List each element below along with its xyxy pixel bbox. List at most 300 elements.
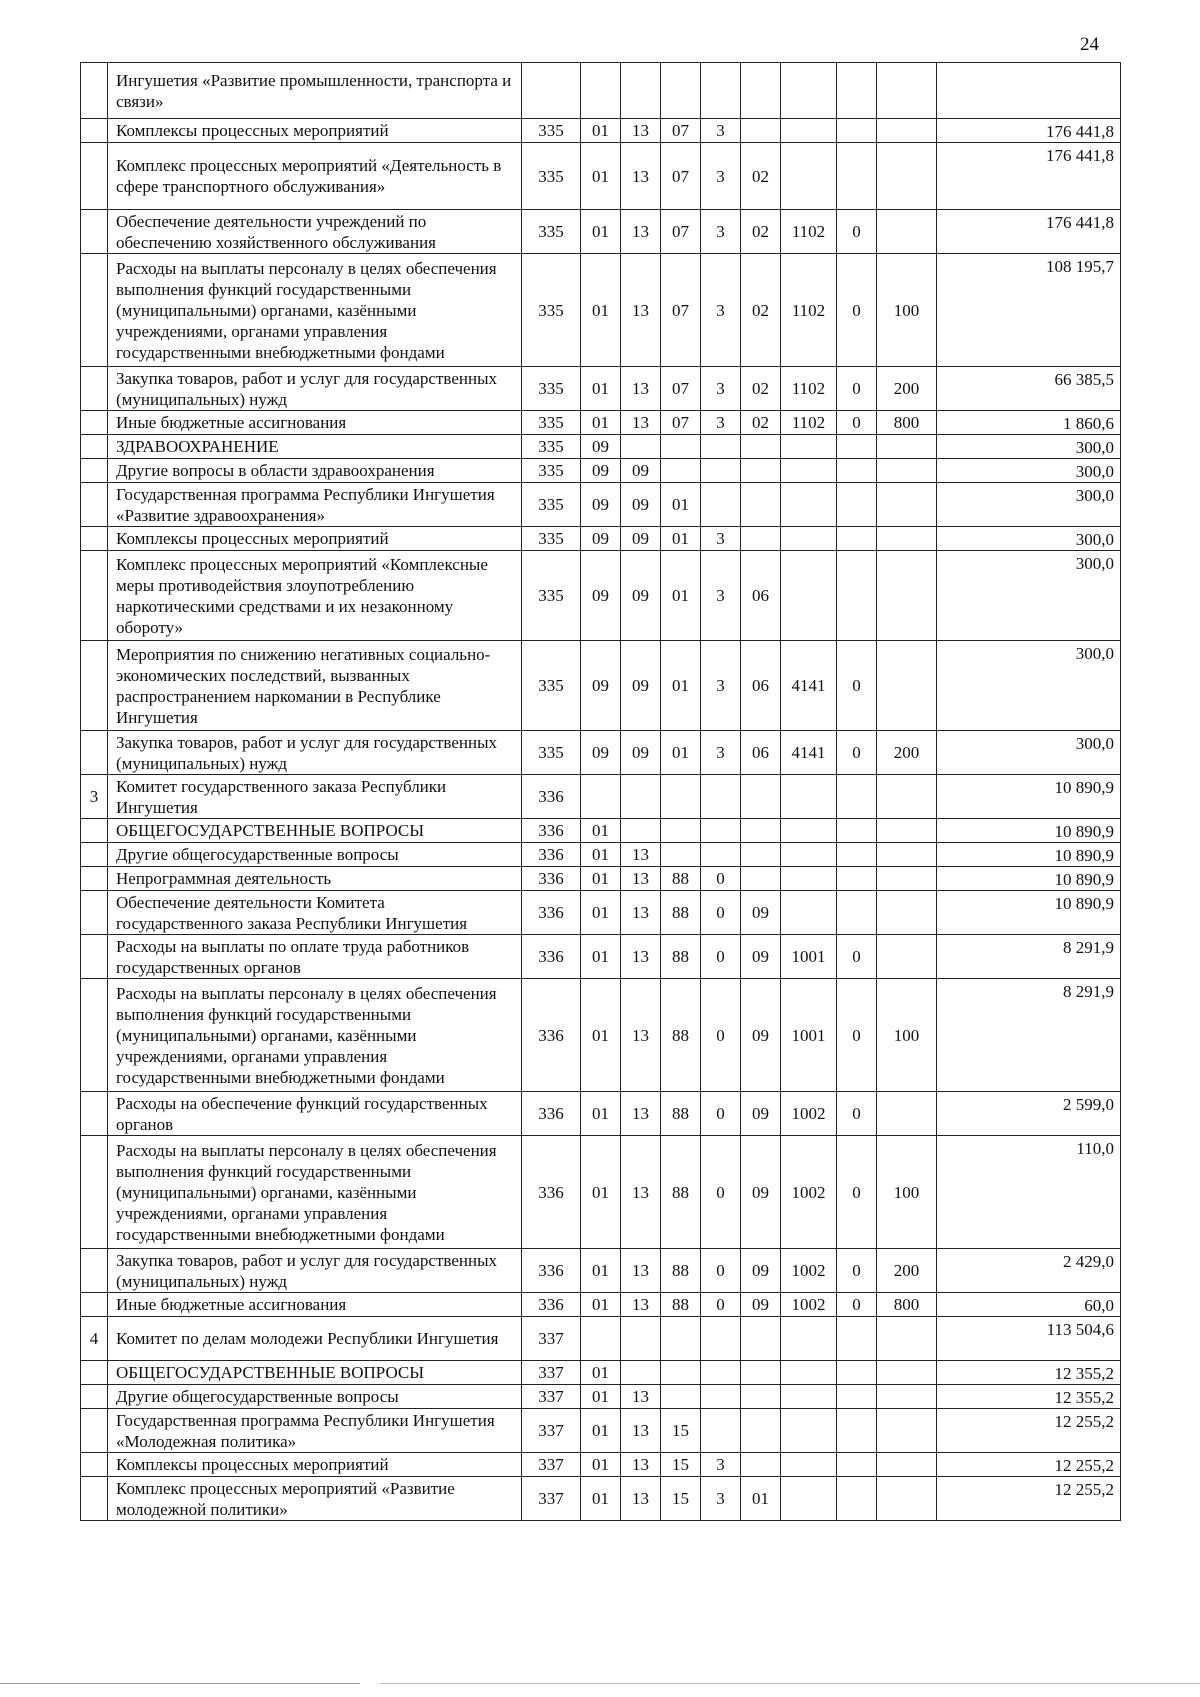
row-number	[81, 1293, 108, 1317]
table-row	[81, 1136, 1121, 1249]
table-row	[81, 1293, 1121, 1317]
row-number	[81, 641, 108, 731]
row-name: Комплекс процессных мероприятий «Комплексные меры противодействия злоупотреблению наркотическими средствами и их незаконному обороту»	[108, 551, 522, 641]
code-cell: 13	[621, 254, 661, 367]
code-cell: 0	[837, 254, 877, 367]
row-amount: 2 429,0	[937, 1249, 1121, 1293]
code-cell	[877, 119, 937, 143]
code-cell	[781, 819, 837, 843]
code-cell	[877, 1409, 937, 1453]
scan-artifact-line	[0, 1683, 360, 1684]
code-cell	[661, 435, 701, 459]
row-amount: 2 599,0	[937, 1092, 1121, 1136]
code-cell	[837, 459, 877, 483]
code-cell: 200	[877, 731, 937, 775]
code-cell	[837, 819, 877, 843]
code-cell	[877, 867, 937, 891]
row-amount: 66 385,5	[937, 367, 1121, 411]
row-number	[81, 119, 108, 143]
code-cell: 335	[522, 411, 581, 435]
scan-artifact-line	[380, 1683, 1200, 1684]
code-cell	[877, 483, 937, 527]
code-cell: 337	[522, 1453, 581, 1477]
table-row	[81, 843, 1121, 867]
code-cell: 01	[581, 1092, 621, 1136]
code-cell	[701, 459, 741, 483]
code-cell	[877, 843, 937, 867]
code-cell	[741, 819, 781, 843]
code-cell	[661, 775, 701, 819]
code-cell	[661, 63, 701, 119]
code-cell: 0	[837, 411, 877, 435]
row-name: Комплекс процессных мероприятий «Деятельность в сфере транспортного обслуживания»	[108, 143, 522, 210]
code-cell	[877, 1361, 937, 1385]
code-cell: 88	[661, 1092, 701, 1136]
code-cell: 13	[621, 411, 661, 435]
table-row	[81, 1409, 1121, 1453]
row-name: Комплексы процессных мероприятий	[108, 119, 522, 143]
code-cell: 13	[621, 935, 661, 979]
code-cell	[741, 1385, 781, 1409]
code-cell	[741, 1453, 781, 1477]
code-cell	[741, 775, 781, 819]
code-cell	[877, 775, 937, 819]
code-cell: 13	[621, 119, 661, 143]
code-cell	[781, 551, 837, 641]
row-name: Обеспечение деятельности Комитета государственного заказа Республики Ингушетия	[108, 891, 522, 935]
code-cell: 07	[661, 210, 701, 254]
code-cell: 336	[522, 1136, 581, 1249]
row-amount: 10 890,9	[937, 867, 1121, 891]
row-name: Расходы на выплаты персоналу в целях обеспечения выполнения функций государственными (муниципальными) органами, казёнными учреждениями, органами управления государственными внебюджетными фондами	[108, 1136, 522, 1249]
code-cell	[781, 1409, 837, 1453]
code-cell: 13	[621, 843, 661, 867]
code-cell: 1102	[781, 210, 837, 254]
code-cell	[837, 1477, 877, 1521]
row-name: Обеспечение деятельности учреждений по обеспечению хозяйственного обслуживания	[108, 210, 522, 254]
code-cell: 1002	[781, 1249, 837, 1293]
table-row	[81, 254, 1121, 367]
code-cell	[741, 459, 781, 483]
code-cell	[621, 819, 661, 843]
row-name: Ингушетия «Развитие промышленности, транспорта и связи»	[108, 63, 522, 119]
code-cell: 0	[701, 1293, 741, 1317]
row-number	[81, 731, 108, 775]
table-row	[81, 979, 1121, 1092]
code-cell: 337	[522, 1477, 581, 1521]
row-amount: 12 255,2	[937, 1453, 1121, 1477]
table-row	[81, 527, 1121, 551]
code-cell: 09	[741, 1293, 781, 1317]
row-number	[81, 843, 108, 867]
code-cell: 01	[581, 411, 621, 435]
row-name: Комитет по делам молодежи Республики Ингушетия	[108, 1317, 522, 1361]
code-cell: 01	[581, 979, 621, 1092]
row-amount: 300,0	[937, 435, 1121, 459]
row-name: Комплексы процессных мероприятий	[108, 527, 522, 551]
code-cell: 335	[522, 435, 581, 459]
code-cell: 3	[701, 119, 741, 143]
code-cell	[701, 1361, 741, 1385]
code-cell: 09	[741, 1249, 781, 1293]
row-amount: 176 441,8	[937, 210, 1121, 254]
row-name: Государственная программа Республики Ингушетия «Молодежная политика»	[108, 1409, 522, 1453]
code-cell: 09	[741, 891, 781, 935]
code-cell	[837, 1361, 877, 1385]
code-cell	[781, 63, 837, 119]
code-cell	[877, 935, 937, 979]
code-cell	[877, 1453, 937, 1477]
code-cell	[877, 527, 937, 551]
code-cell: 01	[581, 254, 621, 367]
table-row	[81, 641, 1121, 731]
code-cell	[877, 459, 937, 483]
code-cell: 336	[522, 979, 581, 1092]
code-cell	[877, 435, 937, 459]
code-cell: 01	[661, 527, 701, 551]
row-name: Иные бюджетные ассигнования	[108, 1293, 522, 1317]
row-name: Расходы на выплаты персоналу в целях обеспечения выполнения функций государственными (муниципальными) органами, казёнными учреждениями, органами управления государственными внебюджетными фондами	[108, 254, 522, 367]
code-cell: 3	[701, 1477, 741, 1521]
code-cell: 337	[522, 1361, 581, 1385]
code-cell	[837, 527, 877, 551]
code-cell	[877, 1477, 937, 1521]
row-number	[81, 411, 108, 435]
table-row	[81, 1317, 1121, 1361]
code-cell: 01	[581, 1385, 621, 1409]
row-number	[81, 483, 108, 527]
table-row	[81, 775, 1121, 819]
code-cell: 3	[701, 143, 741, 210]
code-cell: 09	[741, 935, 781, 979]
row-amount: 300,0	[937, 731, 1121, 775]
code-cell: 15	[661, 1477, 701, 1521]
code-cell: 01	[581, 1136, 621, 1249]
code-cell: 09	[581, 551, 621, 641]
code-cell	[781, 527, 837, 551]
table-row	[81, 367, 1121, 411]
table-row	[81, 119, 1121, 143]
code-cell: 09	[581, 435, 621, 459]
code-cell: 01	[581, 935, 621, 979]
code-cell: 01	[581, 867, 621, 891]
code-cell: 06	[741, 731, 781, 775]
code-cell	[781, 891, 837, 935]
code-cell: 09	[621, 527, 661, 551]
code-cell	[741, 435, 781, 459]
code-cell: 0	[837, 1293, 877, 1317]
row-name: Государственная программа Республики Ингушетия «Развитие здравоохранения»	[108, 483, 522, 527]
row-number	[81, 63, 108, 119]
code-cell: 800	[877, 1293, 937, 1317]
code-cell	[877, 63, 937, 119]
code-cell: 1002	[781, 1293, 837, 1317]
row-number	[81, 1477, 108, 1521]
code-cell: 88	[661, 979, 701, 1092]
row-amount: 10 890,9	[937, 775, 1121, 819]
code-cell: 0	[837, 979, 877, 1092]
code-cell: 06	[741, 641, 781, 731]
row-amount: 60,0	[937, 1293, 1121, 1317]
code-cell: 3	[701, 411, 741, 435]
code-cell: 09	[581, 483, 621, 527]
row-name: ЗДРАВООХРАНЕНИЕ	[108, 435, 522, 459]
table-row	[81, 435, 1121, 459]
row-amount: 8 291,9	[937, 935, 1121, 979]
code-cell	[781, 435, 837, 459]
code-cell: 02	[741, 254, 781, 367]
table-row	[81, 1477, 1121, 1521]
code-cell: 1102	[781, 367, 837, 411]
page-number: 24	[1080, 34, 1099, 55]
row-name: Расходы на выплаты по оплате труда работников государственных органов	[108, 935, 522, 979]
code-cell: 09	[741, 1136, 781, 1249]
code-cell	[781, 459, 837, 483]
code-cell: 336	[522, 867, 581, 891]
code-cell: 0	[837, 1249, 877, 1293]
code-cell: 336	[522, 1249, 581, 1293]
row-number	[81, 254, 108, 367]
code-cell: 3	[701, 1453, 741, 1477]
code-cell	[741, 1317, 781, 1361]
row-amount: 300,0	[937, 459, 1121, 483]
code-cell: 88	[661, 1293, 701, 1317]
code-cell: 13	[621, 979, 661, 1092]
code-cell: 13	[621, 1385, 661, 1409]
code-cell: 1102	[781, 411, 837, 435]
code-cell: 01	[581, 1361, 621, 1385]
row-number	[81, 819, 108, 843]
code-cell: 337	[522, 1317, 581, 1361]
table-row	[81, 935, 1121, 979]
code-cell	[837, 1317, 877, 1361]
code-cell: 88	[661, 1249, 701, 1293]
row-name: ОБЩЕГОСУДАРСТВЕННЫЕ ВОПРОСЫ	[108, 1361, 522, 1385]
row-name: Иные бюджетные ассигнования	[108, 411, 522, 435]
code-cell	[661, 1361, 701, 1385]
code-cell	[877, 143, 937, 210]
code-cell: 02	[741, 143, 781, 210]
code-cell: 88	[661, 891, 701, 935]
code-cell: 335	[522, 641, 581, 731]
row-number	[81, 1092, 108, 1136]
code-cell	[741, 843, 781, 867]
row-amount: 10 890,9	[937, 891, 1121, 935]
table-row	[81, 143, 1121, 210]
code-cell	[781, 119, 837, 143]
code-cell: 09	[741, 1092, 781, 1136]
code-cell	[701, 63, 741, 119]
code-cell: 336	[522, 819, 581, 843]
code-cell: 335	[522, 731, 581, 775]
code-cell	[701, 775, 741, 819]
code-cell: 13	[621, 1092, 661, 1136]
code-cell	[877, 551, 937, 641]
code-cell	[877, 1092, 937, 1136]
code-cell: 13	[621, 1477, 661, 1521]
code-cell	[661, 843, 701, 867]
table-row	[81, 210, 1121, 254]
code-cell: 01	[581, 819, 621, 843]
row-number	[81, 935, 108, 979]
code-cell	[837, 483, 877, 527]
code-cell: 09	[621, 551, 661, 641]
code-cell: 0	[701, 1136, 741, 1249]
code-cell: 15	[661, 1409, 701, 1453]
code-cell: 3	[701, 254, 741, 367]
row-name: Непрограммная деятельность	[108, 867, 522, 891]
code-cell	[581, 63, 621, 119]
row-name: Закупка товаров, работ и услуг для государственных (муниципальных) нужд	[108, 1249, 522, 1293]
code-cell: 335	[522, 254, 581, 367]
row-amount: 176 441,8	[937, 119, 1121, 143]
code-cell: 4141	[781, 731, 837, 775]
code-cell: 09	[581, 527, 621, 551]
code-cell: 0	[837, 935, 877, 979]
row-amount: 12 255,2	[937, 1477, 1121, 1521]
code-cell: 1002	[781, 1092, 837, 1136]
code-cell	[781, 483, 837, 527]
table-row	[81, 891, 1121, 935]
row-amount: 10 890,9	[937, 819, 1121, 843]
code-cell: 09	[741, 979, 781, 1092]
code-cell: 0	[837, 210, 877, 254]
table-row	[81, 1249, 1121, 1293]
row-name: Комплекс процессных мероприятий «Развитие молодежной политики»	[108, 1477, 522, 1521]
code-cell: 335	[522, 143, 581, 210]
code-cell: 13	[621, 867, 661, 891]
code-cell	[701, 435, 741, 459]
code-cell	[701, 483, 741, 527]
code-cell	[837, 435, 877, 459]
table-row	[81, 551, 1121, 641]
code-cell	[741, 63, 781, 119]
code-cell: 01	[581, 1249, 621, 1293]
table-row	[81, 867, 1121, 891]
row-number	[81, 459, 108, 483]
row-number: 4	[81, 1317, 108, 1361]
table-row	[81, 1092, 1121, 1136]
code-cell	[781, 867, 837, 891]
code-cell	[781, 1317, 837, 1361]
row-amount: 1 860,6	[937, 411, 1121, 435]
row-number	[81, 867, 108, 891]
code-cell: 13	[621, 891, 661, 935]
code-cell	[837, 891, 877, 935]
code-cell: 88	[661, 867, 701, 891]
code-cell	[741, 527, 781, 551]
code-cell: 13	[621, 143, 661, 210]
code-cell	[581, 1317, 621, 1361]
code-cell: 06	[741, 551, 781, 641]
row-amount: 300,0	[937, 527, 1121, 551]
code-cell: 01	[581, 1477, 621, 1521]
code-cell	[621, 63, 661, 119]
code-cell: 0	[837, 367, 877, 411]
code-cell: 09	[621, 641, 661, 731]
row-number	[81, 1136, 108, 1249]
code-cell: 336	[522, 775, 581, 819]
row-amount: 12 255,2	[937, 1409, 1121, 1453]
row-name: Расходы на выплаты персоналу в целях обеспечения выполнения функций государственными (муниципальными) органами, казёнными учреждениями, органами управления государственными внебюджетными фондами	[108, 979, 522, 1092]
row-amount: 300,0	[937, 483, 1121, 527]
code-cell: 01	[661, 641, 701, 731]
row-name: Другие общегосударственные вопросы	[108, 1385, 522, 1409]
row-amount: 12 355,2	[937, 1361, 1121, 1385]
code-cell	[837, 1409, 877, 1453]
code-cell: 07	[661, 143, 701, 210]
code-cell: 1002	[781, 1136, 837, 1249]
code-cell: 335	[522, 210, 581, 254]
code-cell: 1102	[781, 254, 837, 367]
row-amount: 300,0	[937, 551, 1121, 641]
row-name: Закупка товаров, работ и услуг для государственных (муниципальных) нужд	[108, 367, 522, 411]
code-cell: 09	[621, 483, 661, 527]
code-cell: 336	[522, 1092, 581, 1136]
code-cell: 01	[661, 551, 701, 641]
row-number	[81, 1409, 108, 1453]
code-cell	[877, 210, 937, 254]
code-cell	[837, 775, 877, 819]
code-cell: 337	[522, 1409, 581, 1453]
code-cell: 100	[877, 1136, 937, 1249]
code-cell: 0	[837, 731, 877, 775]
code-cell	[741, 1409, 781, 1453]
code-cell: 336	[522, 843, 581, 867]
code-cell: 02	[741, 411, 781, 435]
code-cell: 02	[741, 367, 781, 411]
code-cell: 3	[701, 367, 741, 411]
table-row	[81, 1385, 1121, 1409]
row-number	[81, 1385, 108, 1409]
code-cell	[781, 1361, 837, 1385]
row-number: 3	[81, 775, 108, 819]
code-cell	[741, 483, 781, 527]
code-cell	[701, 843, 741, 867]
row-amount: 12 355,2	[937, 1385, 1121, 1409]
code-cell: 0	[701, 891, 741, 935]
code-cell	[877, 1385, 937, 1409]
code-cell: 0	[701, 1249, 741, 1293]
code-cell	[621, 435, 661, 459]
code-cell: 13	[621, 1136, 661, 1249]
row-number	[81, 527, 108, 551]
row-number	[81, 551, 108, 641]
code-cell	[701, 1385, 741, 1409]
code-cell	[621, 1317, 661, 1361]
code-cell: 01	[661, 483, 701, 527]
code-cell: 07	[661, 119, 701, 143]
code-cell	[741, 867, 781, 891]
code-cell: 01	[581, 843, 621, 867]
code-cell: 15	[661, 1453, 701, 1477]
code-cell	[621, 775, 661, 819]
row-name: Комплексы процессных мероприятий	[108, 1453, 522, 1477]
code-cell: 01	[581, 1409, 621, 1453]
code-cell	[837, 1453, 877, 1477]
code-cell: 4141	[781, 641, 837, 731]
code-cell: 3	[701, 641, 741, 731]
row-amount: 108 195,7	[937, 254, 1121, 367]
table-row	[81, 411, 1121, 435]
row-amount: 176 441,8	[937, 143, 1121, 210]
code-cell	[781, 843, 837, 867]
code-cell: 09	[581, 731, 621, 775]
code-cell	[661, 819, 701, 843]
code-cell: 09	[581, 459, 621, 483]
code-cell: 335	[522, 551, 581, 641]
code-cell: 88	[661, 1136, 701, 1249]
